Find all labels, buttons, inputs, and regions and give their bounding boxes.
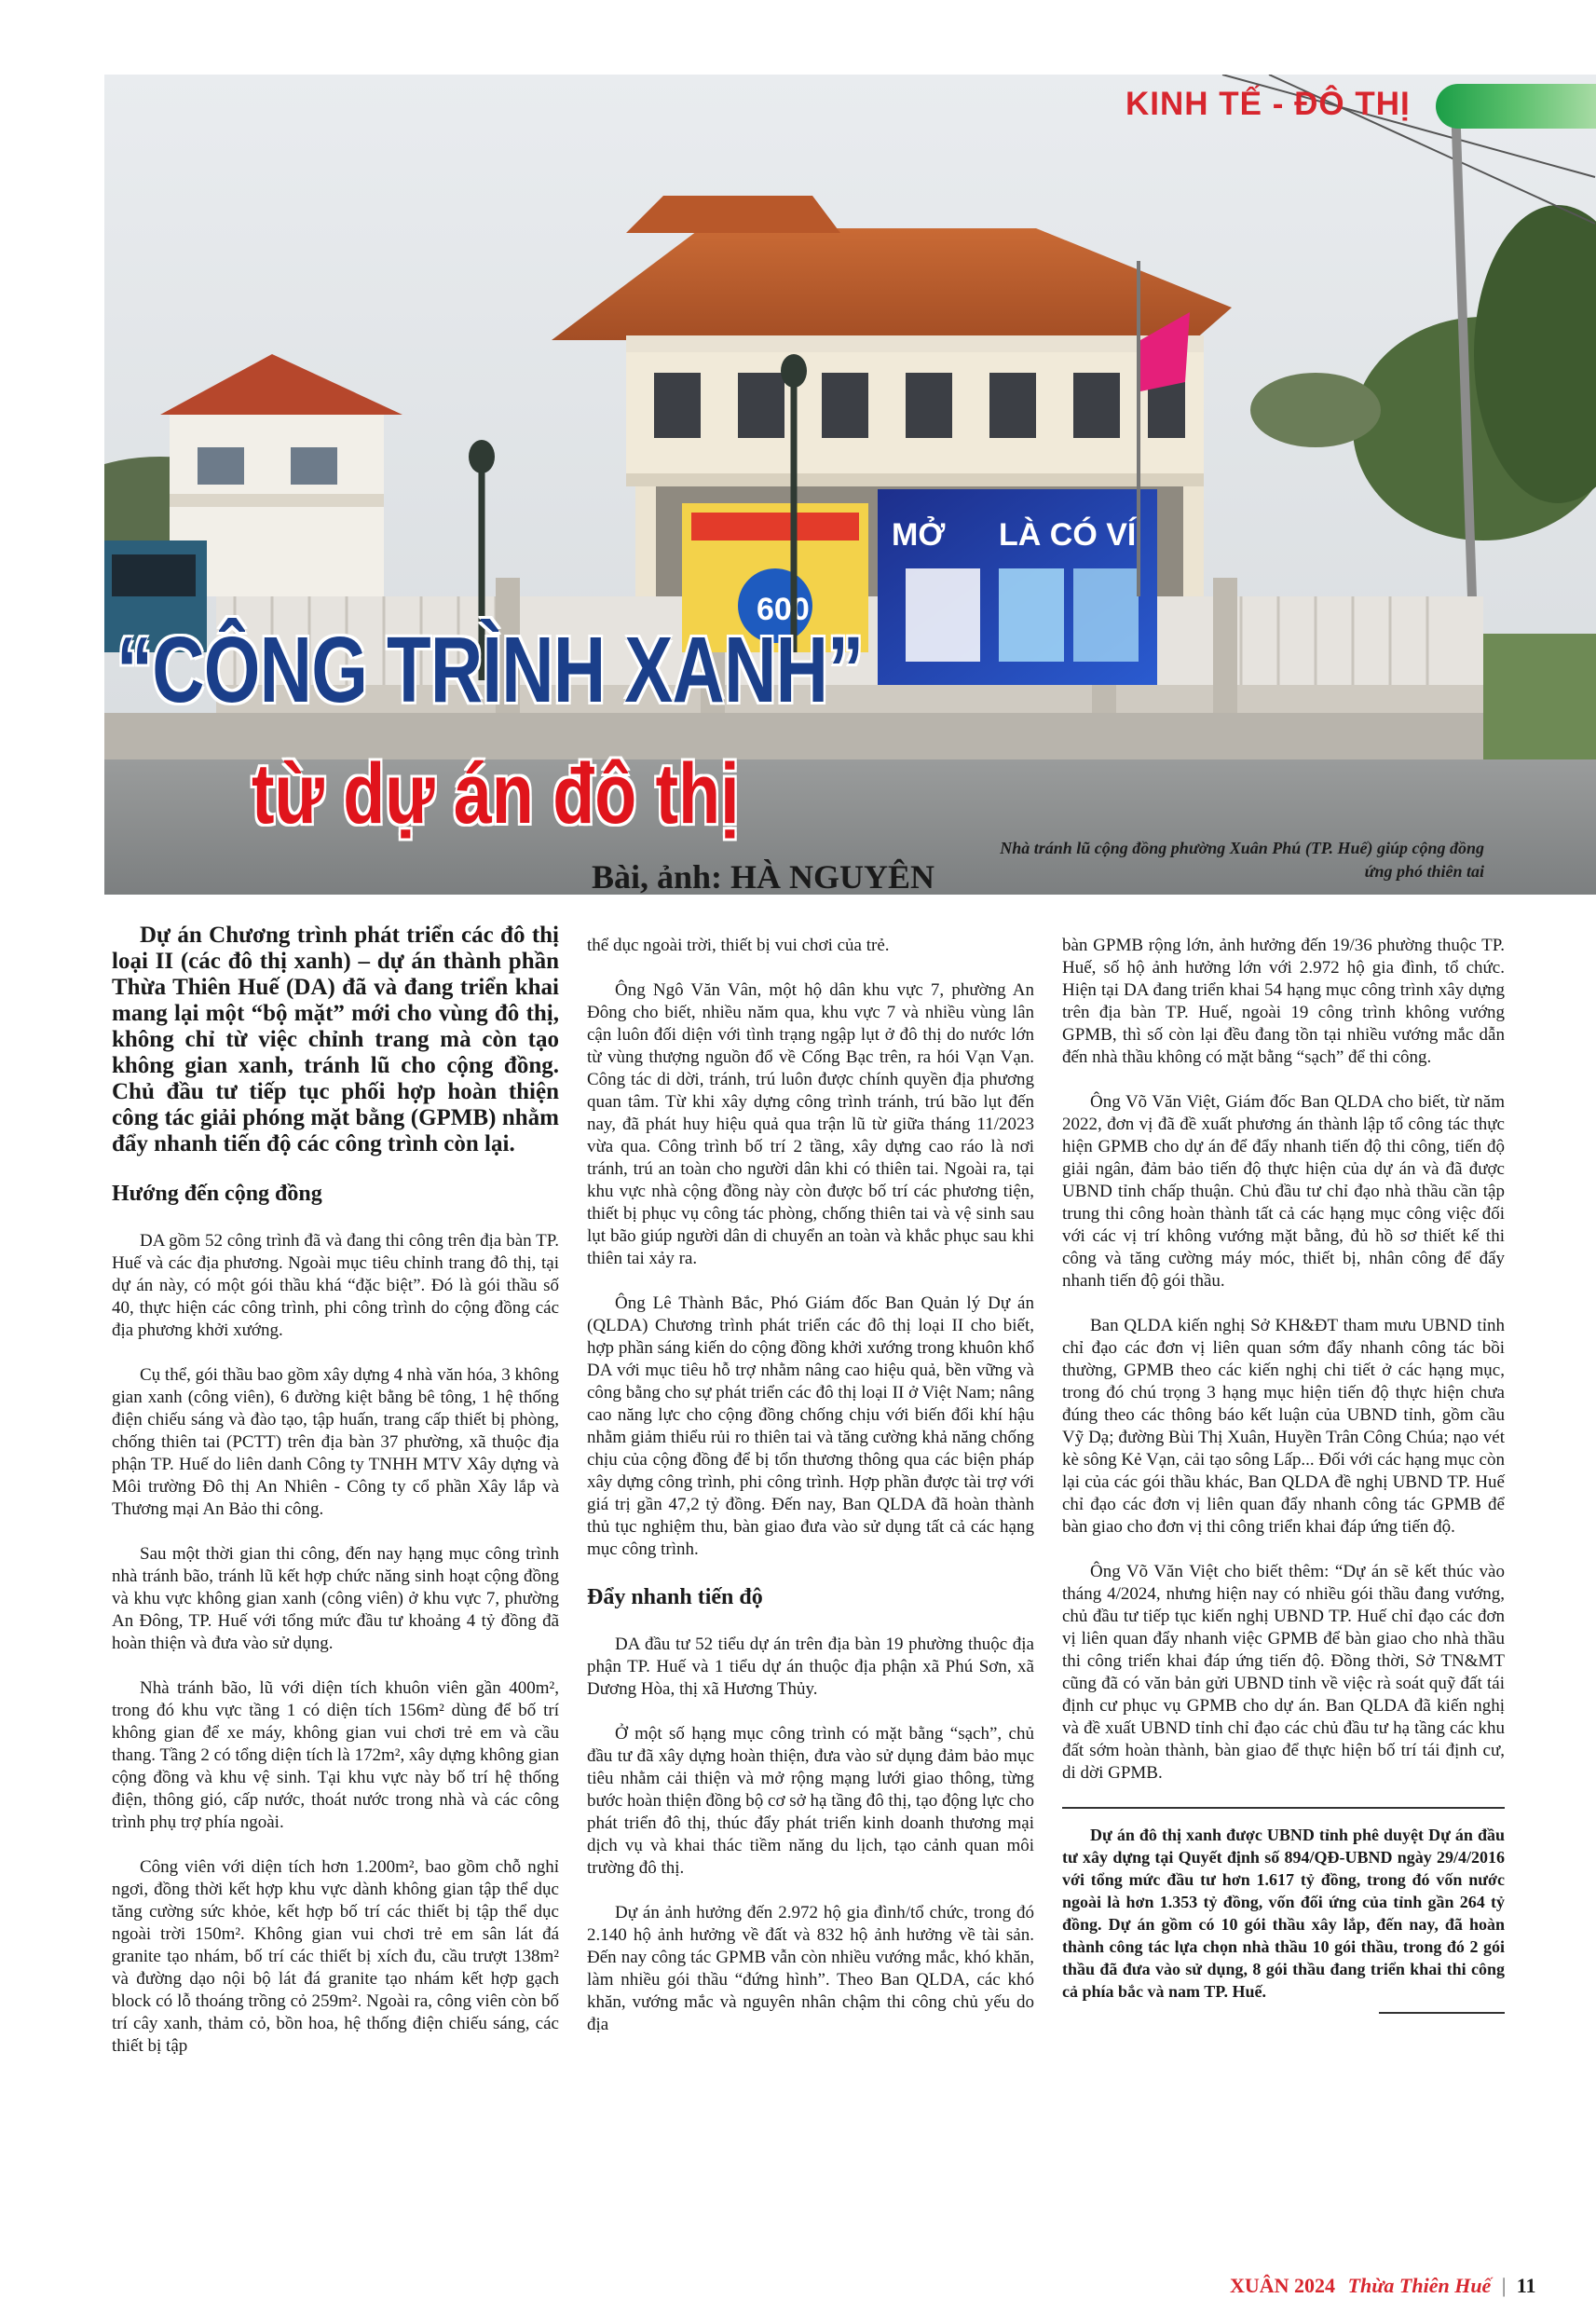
info-box-text: Dự án đô thị xanh được UBND tỉnh phê duyệt Dự án đầu tư xây dựng tại Quyết định số 894/QĐ-UBND ngày 29/4/2016 với tổng mức đầu tư hơn 1.617 tỷ đồng, trong đó vốn nước ngoài là hơn 1.353 tỷ đồng, vốn đối ứng của tỉnh gần 264 tỷ đồng. Dự án gồm có 10 gói thầu xây lắp, đến nay, đã hoàn thành công tác lựa chọn nhà thầu 10 gói thầu, trong đó 2 gói thầu đã đưa vào sử dụng, 8 gói thầu đang triển khai thi công cả phía bắc và nam TP. Huế. bbox=[1062, 1826, 1505, 2001]
paragraph: Ông Ngô Văn Vân, một hộ dân khu vực 7, phường An Đông cho biết, nhiều năm qua, khu vực 7 và nhiều vùng lân cận luôn đối diện với tình trạng ngập lụt ở đô thị do nước lớn từ vùng thượng nguồn đổ về Cống Bạc trên, ra hói Vạn Vạn. Công tác di dời, tránh, trú luôn được chính quyền địa phương quan tâm. Từ khi xây dựng công trình tránh, trú bão lụt đến nay, đã phát huy hiệu quả qua trận lũ từ giữa tháng 11/2023 vừa qua. Công trình bố trí 2 tầng, xây dựng cao ráo là nơi tránh, trú an toàn cho người dân khi có thiên tai. Ngoài ra, tại khu vực nhà cộng đồng này còn được bố trí các phương tiện, thiết bị phục vụ công tác phòng, chống thiên tai và vệ sinh sau lụt bão giúp người dân di chuyển an toàn và khắc phục sau khi thiên tai xảy ra. bbox=[587, 980, 1034, 1268]
article-lead: Dự án Chương trình phát triển các đô thị loại II (các đô thị xanh) – dự án thành phần Thừa Thiên Huế (DA) đã và đang triển khai mang lại một “bộ mặt” mới cho vùng đô thị, không chỉ từ việc chỉnh trang mà còn tạo không gian xanh, tránh lũ cho cộng đồng. Chủ đầu tư tiếp tục phối hợp hoàn thiện công tác giải phóng mặt bằng (GPMB) nhằm đẩy nhanh tiến độ các công trình còn lại. bbox=[112, 923, 559, 1156]
paragraph: Ban QLDA kiến nghị Sở KH&ĐT tham mưu UBND tỉnh chỉ đạo các đơn vị liên quan sớm đẩy nhanh công tác bồi thường, GPMB theo các kiến nghị chi tiết ở các hạng mục, trong đó chú trọng 3 hạng mục hiện tiến độ thực hiện chưa đúng theo các thông báo kết luận của UBND tỉnh, gồm cầu Vỹ Dạ; đường Bùi Thị Xuân, Huyền Trân Công Chúa; nạo vét kè sông Kẻ Vạn, cải tạo sông Lấp... Đối với các hạng mục còn lại của các gói thầu khác, Ban QLDA đề nghị UBND TP. Huế chỉ đạo các đơn vị liên quan đẩy nhanh công tác GPMB để bàn giao cho đơn vị thi công triển khai đáp ứng tiến độ. bbox=[1062, 1316, 1505, 1537]
end-rule bbox=[1379, 2012, 1505, 2014]
photo-caption: Nhà tránh lũ cộng đồng phường Xuân Phú (TP. Huế) giúp cộng đồng ứng phó thiên tai bbox=[1000, 839, 1484, 881]
article-column-1 bbox=[112, 923, 559, 2080]
paragraph: Công viên với diện tích hơn 1.200m², bao gồm chỗ nghỉ ngơi, đồng thời kết hợp khu vực dành không gian tập thể dục tăng cường sức khỏe, kết hợp bố trí các thiết bị tập thể dục ngoài trời 150m². Không gian vui chơi trẻ em sân lát đá granite tạo nhám, bố trí các thiết bị xích đu, cầu trượt 138m² và đường dạo nội bộ lát đá granite tạo nhám kết hợp gạch block có lỗ thoáng trồng cỏ 259m². Ngoài ra, công viên còn bố trí cây xanh, thảm cỏ, bồn hoa, hệ thống điện chiếu sáng, các thiết bị tập bbox=[112, 1857, 559, 2056]
section-green-bar bbox=[1436, 84, 1596, 129]
paragraph: bàn GPMB rộng lớn, ảnh hưởng đến 19/36 phường thuộc TP. Huế, số hộ ảnh hưởng lớn với 2.972 hộ gia đình, tổ chức. Hiện tại DA đang triển khai 54 hạng mục công trình xây dựng trên địa bàn TP. Huế, ngoài 19 công trình không vướng GPMB, thì số còn lại đều đang tồn tại nhiều vướng mắc dẫn đến nhà thầu không có mặt bằng “sạch” để thi công. bbox=[1062, 936, 1505, 1067]
paragraph: Nhà tránh bão, lũ với diện tích khuôn viên gần 400m², trong đó khu vực tầng 1 có diện tích 156m² dùng để bố trí không gian để xe máy, không gian vui chơi trẻ em và cầu thang. Tầng 2 có tổng diện tích là 172m², xây dựng không gian cộng đồng và khu vệ sinh. Tại khu vực này bố trí hệ thống điện, thông gió, cấp nước, thoát nước trong nhà và các công trình phụ trợ phía ngoài. bbox=[112, 1678, 559, 1832]
article-column-2 bbox=[587, 935, 1034, 2059]
subhead-day-nhanh-tien-do: Đẩy nhanh tiến độ bbox=[587, 1585, 763, 1609]
page-number: 11 bbox=[1516, 2274, 1536, 2297]
left-sign-number: 600 bbox=[757, 592, 810, 627]
footer-magazine: Thừa Thiên Huế bbox=[1347, 2274, 1492, 2297]
paragraph: Ông Lê Thành Bắc, Phó Giám đốc Ban Quản lý Dự án (QLDA) Chương trình phát triển các đô thị loại II cho biết, hợp phần sáng kiến do cộng đồng khởi xướng trong khuôn khổ DA với mục tiêu hỗ trợ nhằm nâng cao hiệu quả, bền vững và công bằng cho sự phát triển các đô thị loại II ở Việt Nam; nâng cao năng lực cho cộng đồng chống chịu với biến đổi khí hậu nhằm giảm thiểu rủi ro thiên tai và tăng cường khả năng chống chịu của cộng đồng để bị tổn thương thông qua các biện pháp xây dựng công trình, phi công trình. Hợp phần được tài trợ với giá trị gần 47,2 tỷ đồng. Đến nay, Ban QLDA đã hoàn thành thủ tục nghiệm thu, bàn giao đưa vào sử dụng tất cả các hạng mục công trình. bbox=[587, 1293, 1034, 1559]
section-label: KINH TẾ - ĐÔ THỊ bbox=[1125, 86, 1411, 122]
subhead-huong-den-cong-dong: Hướng đến cộng đồng bbox=[112, 1182, 322, 1206]
footer-separator: | bbox=[1501, 2274, 1507, 2297]
paragraph: thể dục ngoài trời, thiết bị vui chơi của trẻ. bbox=[587, 936, 890, 955]
headline-line-1: “CÔNG TRÌNH XANH” bbox=[116, 618, 864, 722]
footer-issue: XUÂN 2024 bbox=[1230, 2274, 1336, 2297]
headline-line-2: từ dự án đô thị bbox=[252, 746, 740, 841]
paragraph: Cụ thể, gói thầu bao gồm xây dựng 4 nhà văn hóa, 3 không gian xanh (công viên), 6 đường kiệt bằng bê tông, 1 hệ thống điện chiếu sáng và đào tạo, tập huấn, trang cấp thiết bị phòng, chống thiên tai (PCTT) trên địa bàn 37 phường, xã thuộc địa phận TP. Huế do liên danh Công ty TNHH MTV Xây dựng và Môi trường Đô thị An Nhiên - Công ty cổ phần Xây lắp và Thương mại An Bảo thi công. bbox=[112, 1365, 559, 1519]
paragraph: DA đầu tư 52 tiểu dự án trên địa bàn 19 phường thuộc địa phận TP. Huế và 1 tiểu dự án thuộc địa phận xã Phú Sơn, xã Dương Hòa, thị xã Hương Thủy. bbox=[587, 1635, 1034, 1699]
article-column-3 bbox=[1062, 935, 1505, 2014]
paragraph: Dự án ảnh hưởng đến 2.972 hộ gia đình/tổ chức, trong đó 2.140 hộ ảnh hưởng về đất và 832 hộ ảnh hưởng về tài sản. Đến nay công tác GPMB vẫn còn nhiều vướng mắc, khó khăn, làm nhiều gói thầu “đứng hình”. Theo Ban QLDA, các khó khăn, vướng mắc và nguyên nhân chậm thi công chủ yếu do địa bbox=[587, 1903, 1034, 2034]
paragraph: Ở một số hạng mục công trình có mặt bằng “sạch”, chủ đầu tư đã xây dựng hoàn thiện, đưa vào sử dụng đảm bảo mục tiêu nhằm cải thiện và mở rộng mạng lưới giao thông, từng bước hoàn thiện đồng bộ cơ sở hạ tầng đô thị, tạo động lực cho phát triển đô thị, thúc đẩy phát triển kinh doanh thương mại dịch vụ và khai thác tiềm năng du lịch, tạo cảnh quan môi trường đô thị. bbox=[587, 1724, 1034, 1878]
right-sign-text-2: LÀ CÓ VÍ bbox=[999, 517, 1137, 553]
paragraph: Ông Võ Văn Việt cho biết thêm: “Dự án sẽ kết thúc vào tháng 4/2024, nhưng hiện nay có nhiều gói thầu đang vướng, chủ đầu tư tiếp tục kiến nghị UBND TP. Huế chỉ đạo các đơn vị liên quan đẩy nhanh việc GPMB để bàn giao cho nhà thầu thi công triển khai đáp ứng tiến độ. Đồng thời, Sở TN&MT cũng đã có văn bản gửi UBND tỉnh về việc rà soát quỹ đất tái định cư phục vụ GPMB cho dự án. Ban QLDA đã kiến nghị và đề xuất UBND tỉnh chỉ đạo các chủ đầu tư hạ tầng các khu đất sớm hoàn thành, bàn giao để thực hiện bố trí tái định cư, di dời GPMB. bbox=[1062, 1562, 1505, 1783]
paragraph: Sau một thời gian thi công, đến nay hạng mục công trình nhà tránh bão, tránh lũ kết hợp chức năng sinh hoạt cộng đồng và khu vực không gian xanh (công viên) ở khu vực 7, phường An Đông, TP. Huế với tổng mức đầu tư khoảng 4 tỷ đồng đã hoàn thiện và đưa vào sử dụng. bbox=[112, 1544, 559, 1653]
byline: Bài, ảnh: HÀ NGUYÊN bbox=[592, 858, 935, 896]
section-tab bbox=[1109, 78, 1596, 136]
paragraph: DA gồm 52 công trình đã và đang thi công trên địa bàn TP. Huế và các địa phương. Ngoài mục tiêu chỉnh trang đô thị, tại dự án này, có một gói thầu khá “đặc biệt”. Đó là gói thầu số 40, thực hiện các công trình, phi công trình do cộng đồng các địa phương khởi xướng. bbox=[112, 1231, 559, 1340]
right-sign-text-1: MỞ bbox=[892, 517, 946, 553]
page-footer bbox=[1230, 2274, 1536, 2298]
paragraph: Ông Võ Văn Việt, Giám đốc Ban QLDA cho biết, từ năm 2022, đơn vị đã đề xuất phương án thành lập tổ công tác thực hiện GPMB cho dự án để đẩy nhanh tiến độ thi công, tiến độ giải ngân, đảm bảo tiến độ thực hiện của dự án và đã được UBND tỉnh chấp thuận. Chủ đầu tư chỉ đạo nhà thầu cần tập trung thi công hoàn thành tất cả các hạng mục công việc đối với các vị trí không vướng mặt bằng, đủ hồ sơ thiết kế thi công và tăng cường máy móc, thiết bị, nhân công để đẩy nhanh tiến độ gói thầu. bbox=[1062, 1092, 1505, 1291]
info-box bbox=[1062, 1807, 1505, 2003]
